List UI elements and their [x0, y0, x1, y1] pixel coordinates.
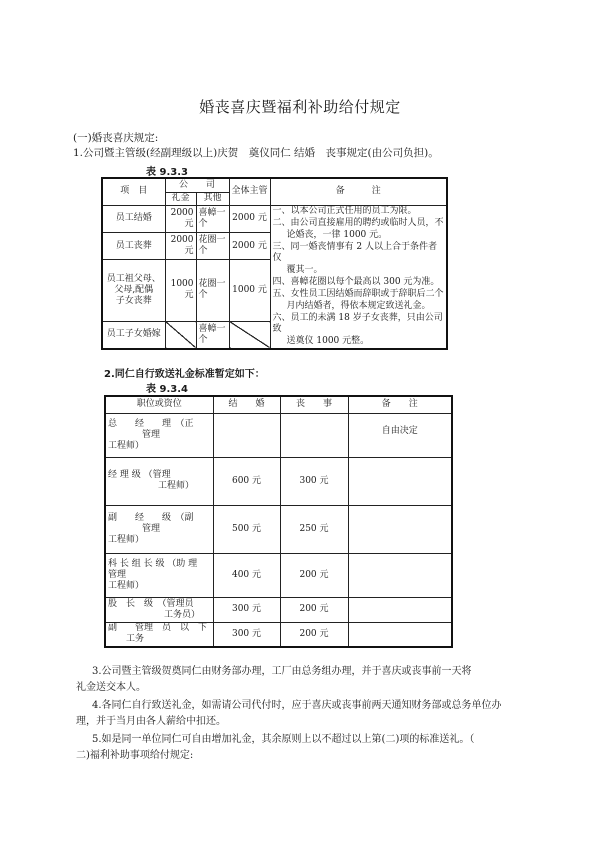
note-line: 覆其一。	[286, 264, 323, 275]
position-label-line: 工程师）	[158, 481, 195, 491]
row-item	[102, 260, 165, 321]
item-1-text: 1.公司暨主管级(经副理级以上)庆贺 奠仪同仁 结婚 丧事规定(由公司负担)。	[73, 147, 439, 159]
note-line: 一、以本公司正式任用的员工为限。	[272, 205, 417, 216]
position-label	[105, 457, 213, 505]
position-label-line: 股 长 级 （管理员	[108, 598, 194, 609]
cell-other: 喜幛一个	[196, 321, 229, 348]
table1-notes	[270, 205, 447, 349]
note-line: 六、员工的未满 18 岁子女丧葬，只由公司致	[272, 312, 443, 334]
position-label-line: 工程师）	[108, 440, 145, 451]
header-item: 项 目	[102, 178, 165, 205]
header-remarks: 备 注	[270, 178, 447, 205]
cell-remarks	[348, 597, 452, 622]
position-label-line: 工务员）	[164, 609, 201, 620]
page-title: 婚丧喜庆暨福利补助给付规定	[199, 98, 401, 116]
row-item-line: 父母,配偶	[114, 284, 154, 295]
position-label-line: 副 管理 员 以 下	[108, 623, 208, 634]
table-9-3-4	[104, 395, 453, 648]
cell-gift-empty	[165, 321, 196, 348]
cell-other: 花圈一个	[196, 260, 229, 321]
position-label-line: 工程师）	[108, 534, 145, 545]
position-label	[105, 597, 213, 622]
cell-wedding: 300 元	[213, 597, 280, 622]
position-label-line: 工务	[126, 634, 145, 645]
header-funeral: 丧 事	[280, 396, 348, 413]
header-position: 职位或资位	[105, 396, 213, 413]
cell-wedding: 600 元	[213, 457, 280, 505]
note-line: 送奠仪 1000 元整。	[286, 335, 370, 346]
note-line: 二、由公司直接雇用的聘约或临时人员，不	[272, 217, 444, 228]
header-other: 其他	[196, 192, 229, 205]
row-item-line: 子女丧葬	[115, 295, 152, 306]
position-label-line: 经 理 级 （管理	[108, 470, 171, 480]
position-label-line: 管理	[142, 429, 161, 440]
position-label	[105, 505, 213, 553]
item-5-line-1: 5.如是同一单位同仁可自由增加礼金，其余原则上以不超过以上第(二)项的标准送礼。（	[92, 734, 475, 745]
item-5-line-2: 二)福利补助事项给付规定:	[76, 750, 194, 761]
cell-other: 喜幛一个	[196, 205, 229, 232]
cell-managers: 2000 元	[229, 205, 270, 232]
item-3-line-1: 3.公司暨主管级贺奠同仁由财务部办理，工厂由总务组办理，并于喜庆或丧事前一天将	[92, 666, 472, 677]
table-9-3-3	[101, 177, 448, 350]
position-label	[105, 413, 213, 457]
position-label-line: 总 经 理 （正	[108, 418, 194, 429]
cell-remarks	[348, 622, 452, 647]
cell-managers-empty	[229, 321, 270, 348]
row-item-line: 员工祖父母、	[106, 273, 161, 284]
cell-wedding: 300 元	[213, 622, 280, 647]
position-label	[105, 553, 213, 597]
item-4-line-1: 4.各同仁自行致送礼金，如需请公司代付时，应于喜庆或丧事前两天通知财务部或总务单位办	[92, 700, 502, 711]
cell-funeral	[280, 413, 348, 457]
cell-funeral: 300 元	[280, 457, 348, 505]
row-item: 员工结婚	[102, 205, 165, 232]
cell-gift: 2000 元	[165, 205, 196, 232]
cell-funeral: 200 元	[280, 597, 348, 622]
cell-wedding: 500 元	[213, 505, 280, 553]
cell-wedding: 400 元	[213, 553, 280, 597]
note-line: 四、喜幛花圈以每个最高以 300 元为准。	[272, 276, 440, 287]
item-4-line-2: 理，并于当月由各人薪给中扣还。	[76, 716, 226, 727]
cell-funeral: 200 元	[280, 622, 348, 647]
item-3-line-2: 礼金送交本人。	[76, 682, 146, 693]
cell-managers: 2000 元	[229, 232, 270, 259]
cell-remarks: 自由决定	[348, 413, 452, 457]
note-line: 论婚丧，一律 1000 元。	[286, 229, 388, 240]
cell-gift: 2000 元	[165, 232, 196, 259]
table1-caption: 表 9.3.3	[146, 167, 188, 178]
cell-wedding	[213, 413, 280, 457]
section1-heading: (一)婚丧喜庆规定:	[73, 132, 159, 144]
row-item: 员工子女婚嫁	[102, 321, 165, 348]
position-label-line: 管理	[108, 569, 127, 580]
header-wedding: 结 婚	[213, 396, 280, 413]
cell-remarks	[348, 553, 452, 597]
table2-caption: 表 9.3.4	[146, 384, 188, 395]
header-company: 公 司	[165, 178, 229, 192]
position-label-line: 副 经 级 （副	[108, 512, 194, 523]
cell-managers: 1000 元	[229, 260, 270, 321]
row-item: 员工丧葬	[102, 232, 165, 259]
position-label-line: 工程师）	[108, 580, 145, 591]
header-all-managers: 全体主管	[229, 178, 270, 205]
cell-funeral: 200 元	[280, 553, 348, 597]
note-line: 三、同一婚丧情事有 2 人以上合于条件者仅	[272, 241, 437, 263]
cell-remarks	[348, 505, 452, 553]
cell-other: 花圈一个	[196, 232, 229, 259]
header-remarks: 备 注	[348, 396, 452, 413]
note-line: 五、女性员工因结婚而辞职或于辞职后二个	[272, 288, 444, 299]
cell-remarks	[348, 457, 452, 505]
cell-gift: 1000 元	[165, 260, 196, 321]
position-label-line: 科 长 组 长 级 （助 理	[108, 558, 198, 569]
position-label	[105, 622, 213, 647]
position-label-line: 管理	[142, 523, 161, 534]
header-gift-money: 礼金	[165, 192, 196, 205]
cell-funeral: 250 元	[280, 505, 348, 553]
item-2-text: 2.同仁自行致送礼金标准暂定如下：	[104, 369, 265, 380]
note-line: 月内结婚者，得依本规定致送礼金。	[286, 300, 431, 311]
